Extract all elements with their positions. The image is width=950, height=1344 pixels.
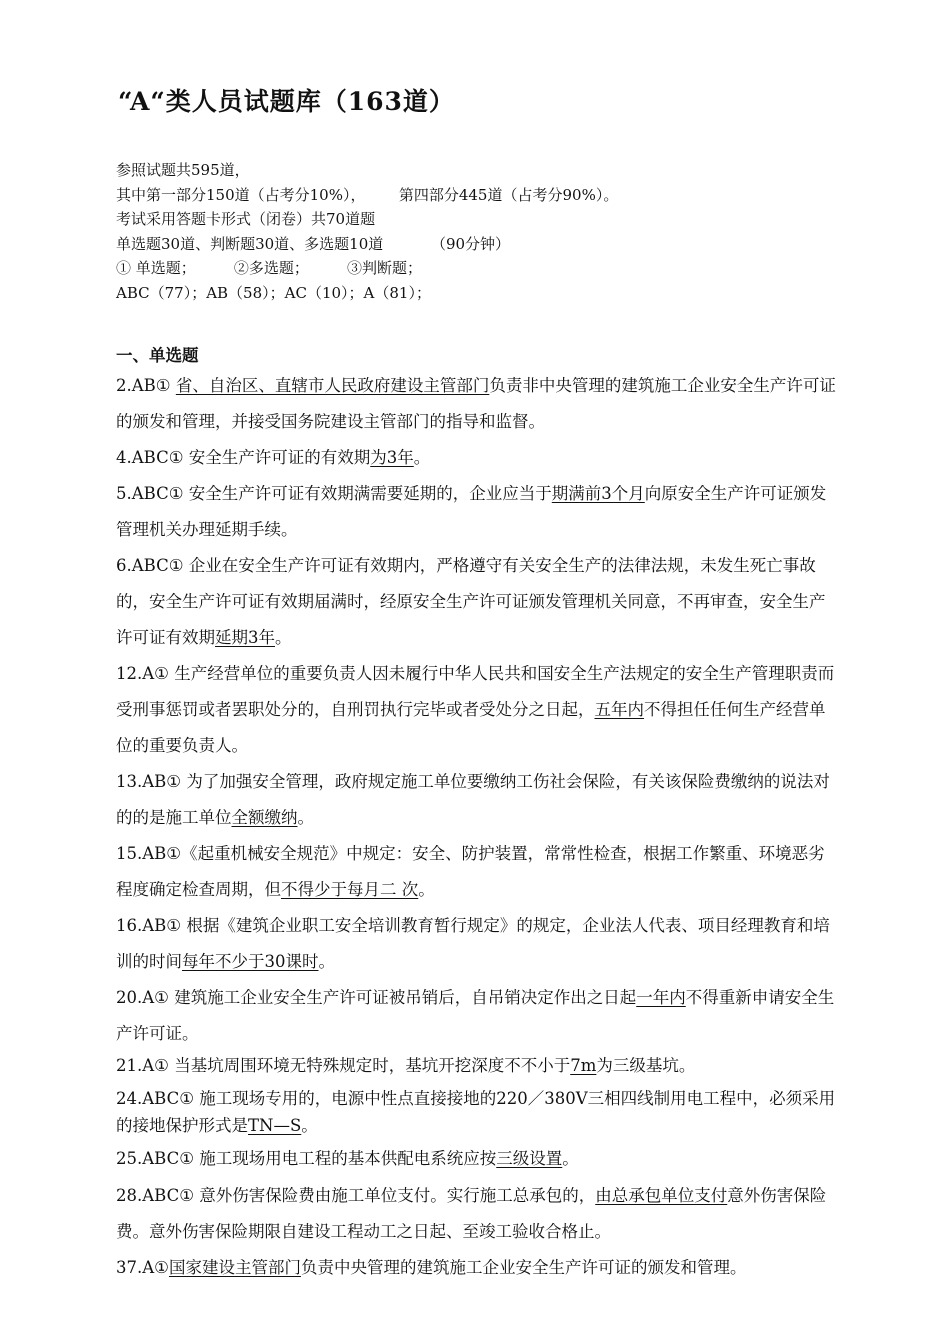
question-text: 16.AB① 根据《建筑企业职工安全培训教育暂行规定》的规定，企业法人代表、项目经理教育和培训的时间 <box>116 916 830 971</box>
question-text: 为三级基坑。 <box>596 1056 696 1075</box>
intro-line: ABC（77）；AB（58）；AC（10）；A（81）； <box>116 283 431 302</box>
question-answer: 五年内 <box>594 700 644 719</box>
question-answer: 由总承包单位支付 <box>595 1186 728 1205</box>
question-text: 。 <box>562 1149 579 1168</box>
question-text: 不得担任任何生产经营单位的重要负责人。 <box>116 700 826 755</box>
question-answer: 期满前3个月 <box>551 484 645 503</box>
question-text: 25.ABC① 施工现场用电工程的基本供配电系统应按 <box>116 1149 497 1168</box>
question-list <box>116 368 840 1286</box>
question-answer: 省、自治区、直辖市人民政府建设主管部门 <box>175 376 490 395</box>
question-answer: 每年不少于30课时 <box>182 952 319 971</box>
question-text: 20.A① 建筑施工企业安全生产许可证被吊销后，自吊销决定作出之日起 <box>116 988 637 1007</box>
question-answer: 不得少于每月二 次 <box>281 880 419 899</box>
question-item <box>116 908 840 980</box>
page-title: “A“类人员试题库（163道） <box>118 87 455 116</box>
question-item <box>116 836 840 908</box>
question-answer: TN—S <box>248 1116 302 1135</box>
question-answer: 三级设置 <box>496 1149 563 1168</box>
question-text: 37.A① <box>116 1258 169 1277</box>
intro-line: 参照试题共595道， <box>116 161 250 179</box>
question-text: 。 <box>297 808 314 827</box>
intro-line: 单选题30道、判断题30道、多选题10道 （90分钟） <box>116 234 511 253</box>
question-text: 向原安全生产许可证颁发管理机关办理延期手续。 <box>116 484 827 539</box>
intro-block <box>116 158 618 305</box>
question-answer: 国家建设主管部门 <box>168 1258 301 1277</box>
question-text: 12.A① 生产经营单位的重要负责人因未履行中华人民共和国安全生产法规定的安全生产管理职责而受刑事惩罚或者罢职处分的，自刑罚执行完毕或者受处分之日起， <box>116 664 835 719</box>
question-item <box>116 548 840 656</box>
question-item <box>116 1085 840 1139</box>
question-text: 21.A① 当基坑周围环境无特殊规定时，基坑开挖深度不不小于 <box>116 1056 571 1075</box>
question-text: 。 <box>413 448 431 467</box>
question-item <box>116 368 840 440</box>
question-answer: 为3年 <box>370 448 414 467</box>
question-answer: 一年内 <box>636 988 686 1007</box>
question-text: 负责中央管理的建筑施工企业安全生产许可证的颁发和管理。 <box>300 1258 747 1277</box>
question-text: 。 <box>301 1116 318 1135</box>
question-text: 负责非中央管理的建筑施工企业安全生产许可证的颁发和管理，并接受国务院建设主管部门的指导和监督。 <box>116 376 836 431</box>
question-item <box>116 1178 840 1250</box>
question-text: 2.AB① <box>116 376 176 395</box>
question-text: 。 <box>418 880 435 899</box>
question-text: 。 <box>275 628 292 647</box>
intro-line: 其中第一部分150道（占考分10%）， 第四部分445道（占考分90%）。 <box>116 185 619 204</box>
section-title: 一、单选题 <box>116 346 199 365</box>
question-item <box>116 656 840 764</box>
question-text: 4.ABC① 安全生产许可证的有效期 <box>116 448 371 467</box>
question-text: 13.AB① 为了加强安全管理，政府规定施工单位要缴纳工伤社会保险，有关该保险费缴纳的说法对的的是施工单位 <box>116 772 830 827</box>
question-item <box>116 1145 840 1172</box>
question-text: 。 <box>318 952 335 971</box>
question-item <box>116 980 840 1052</box>
question-answer: 7m <box>570 1056 597 1075</box>
question-text: 6.ABC① 企业在安全生产许可证有效期内，严格遵守有关安全生产的法律法规，未发生死亡事故的，安全生产许可证有效期届满时，经原安全生产许可证颁发管理机关同意，不再审查，安全生产许可证有效期 <box>116 556 826 647</box>
question-text: 不得重新申请安全生产许可证。 <box>116 988 835 1043</box>
question-item <box>116 1052 840 1079</box>
question-item <box>116 440 840 476</box>
question-item <box>116 764 840 836</box>
question-text: 15.AB①《起重机械安全规范》中规定：安全、防护装置，常常性检查，根据工作繁重、环境恶劣程度确定检查周期，但 <box>116 844 825 899</box>
question-text: 意外伤害保险费。意外伤害保险期限自建设工程动工之日起、至竣工验收合格止。 <box>116 1186 827 1241</box>
question-item <box>116 1250 840 1286</box>
question-answer: 全额缴纳 <box>231 808 298 827</box>
intro-line: ① 单选题； ②多选题； ③判断题； <box>116 259 423 277</box>
question-text: 5.ABC① 安全生产许可证有效期满需要延期的，企业应当于 <box>116 484 552 503</box>
question-item <box>116 476 840 548</box>
intro-line: 考试采用答题卡形式（闭卷）共70道题 <box>116 210 376 228</box>
question-text: 28.ABC① 意外伤害保险费由施工单位支付。实行施工总承包的， <box>116 1186 596 1205</box>
question-answer: 延期3年 <box>215 628 275 647</box>
question-text: 24.ABC① 施工现场专用的，电源中性点直接接地的220／380V三相四线制用电工程中，必须采用的接地保护形式是 <box>116 1089 836 1135</box>
